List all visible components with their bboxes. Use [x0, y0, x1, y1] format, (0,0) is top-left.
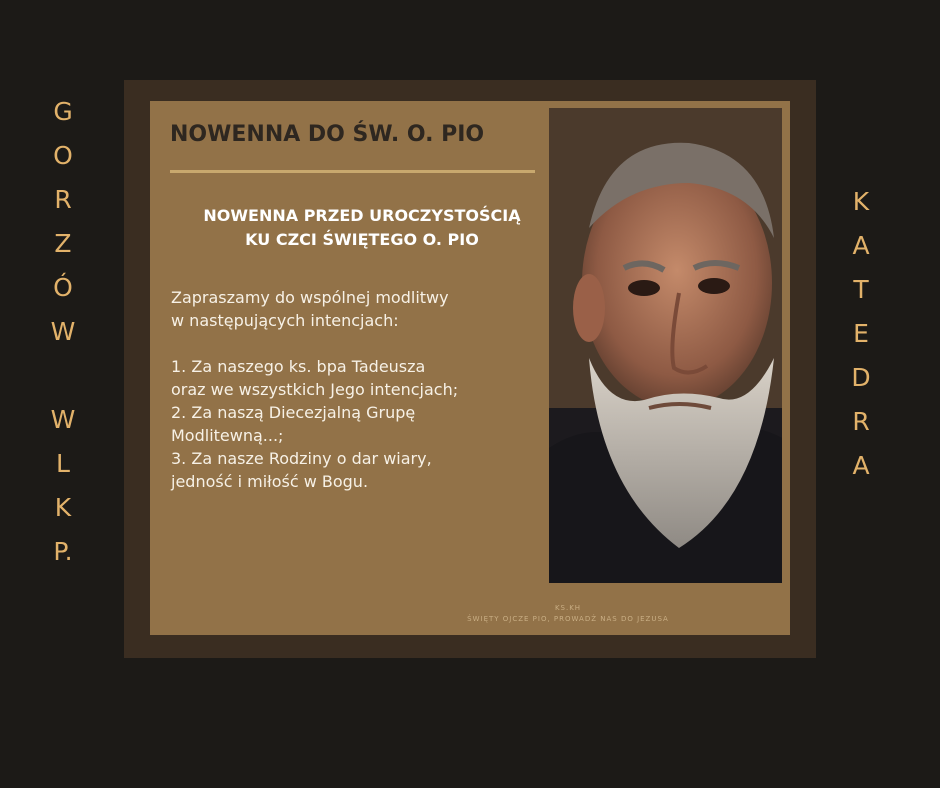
portrait-illustration — [549, 108, 782, 583]
paragraph-gap — [171, 332, 531, 355]
right-letter: K — [852, 187, 870, 216]
right-letter: T — [853, 275, 869, 304]
intention-line: jedność i miłość w Bogu. — [171, 472, 369, 491]
left-vertical-text — [48, 90, 78, 574]
intention-line: oraz we wszystkich Jego intencjach; — [171, 380, 459, 399]
left-letter: R — [54, 185, 72, 214]
subheading-line: NOWENNA PRZED UROCZYSTOŚCIĄ — [203, 206, 521, 225]
right-letter: D — [851, 363, 871, 392]
credit-slogan: ŚWIĘTY OJCZE PIO, PROWADŹ NAS DO JEZUSA — [467, 615, 669, 623]
left-letter: L — [56, 449, 70, 478]
intro-line: w następujących intencjach: — [171, 311, 399, 330]
left-letter: Ó — [53, 273, 73, 302]
credit-author: KS.KH — [554, 604, 582, 612]
left-letter: Z — [54, 229, 72, 258]
right-vertical-text — [846, 180, 876, 488]
left-letter: W — [50, 317, 76, 346]
body-text — [171, 286, 531, 493]
left-letter: O — [53, 141, 73, 170]
intention-line: 1. Za naszego ks. bpa Tadeusza — [171, 357, 426, 376]
title-divider — [170, 170, 535, 173]
intro-line: Zapraszamy do wspólnej modlitwy — [171, 288, 449, 307]
intention-line: 2. Za naszą Diecezjalną Grupę — [171, 403, 416, 422]
right-letter: A — [852, 451, 870, 480]
right-letter: E — [853, 319, 869, 348]
subheading-line: KU CZCI ŚWIĘTEGO O. PIO — [245, 230, 479, 249]
left-letter: K — [54, 493, 72, 522]
right-letter: R — [852, 407, 870, 436]
intention-line: Modlitewną...; — [171, 426, 284, 445]
subheading — [170, 204, 554, 252]
right-letter: A — [852, 231, 870, 260]
credit-text — [440, 603, 696, 625]
portrait-image — [549, 108, 782, 583]
left-letter: G — [53, 97, 73, 126]
page-title: NOWENNA DO ŚW. O. PIO — [170, 122, 485, 147]
left-letter-spacer — [48, 354, 78, 398]
intention-line: 3. Za nasze Rodziny o dar wiary, — [171, 449, 432, 468]
left-letter: W — [50, 405, 76, 434]
left-letter: P. — [53, 537, 73, 566]
